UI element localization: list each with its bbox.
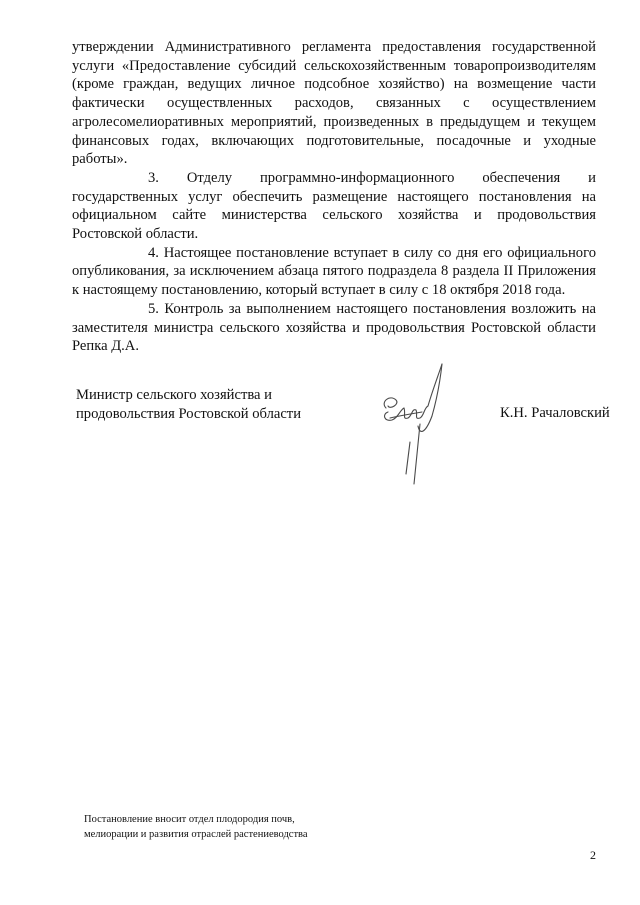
paragraph-continuation: утверждении Административного регламента предоставления государственной услуги «Предоставление субсидий сельскохозяйственным товаропроизводителям (кроме граждан, ведущих личное подсобное хозяйство) на возмещение части фактически осуществленных расходов, связанных с осуществлением агролесомелиоративных мероприятий, произведенных в предыдущем и текущем финансовых годах, включающих подготовительные, посадочные и уходные работы».	[72, 39, 596, 168]
handwritten-signature	[376, 362, 456, 502]
footer-note-line-1: Постановление вносит отдел плодородия почв,	[84, 814, 295, 825]
paragraph-3-text: Отделу программно-информационного обеспечения и государственных услуг обеспечить размещение настоящего постановления на официальном сайте министерства сельского хозяйства и продовольствия Ростовской области.	[72, 169, 596, 243]
paragraph-5-text: Контроль за выполнением настоящего постановления возложить на заместителя министра сельского хозяйства и продовольствия Ростовской области Репка Д.А.	[72, 300, 596, 355]
footer-note	[84, 812, 308, 842]
paragraph-3-number: 3.	[148, 169, 159, 186]
paragraph-4-number: 4.	[148, 244, 159, 261]
paragraph-4	[72, 244, 596, 300]
page-number: 2	[590, 848, 596, 862]
paragraph-5	[72, 300, 596, 356]
document-body	[72, 38, 596, 356]
signatory-position	[76, 386, 301, 424]
signatory-name: К.Н. Рачаловский	[500, 405, 610, 421]
paragraph-5-number: 5.	[148, 300, 159, 317]
footer-note-line-2: мелиорации и развития отраслей растениеводства	[84, 829, 308, 840]
signatory-position-line-1: Министр сельского хозяйства и	[76, 387, 272, 403]
paragraph-4-text: Настоящее постановление вступает в силу со дня его официального опубликования, за исключением абзаца пятого подраздела 8 раздела II Приложения к настоящему постановлению, который вступает в силу с 18 октября 2018 года.	[72, 244, 596, 299]
paragraph-3	[72, 169, 596, 244]
signatory-position-line-2: продовольствия Ростовской области	[76, 406, 301, 422]
